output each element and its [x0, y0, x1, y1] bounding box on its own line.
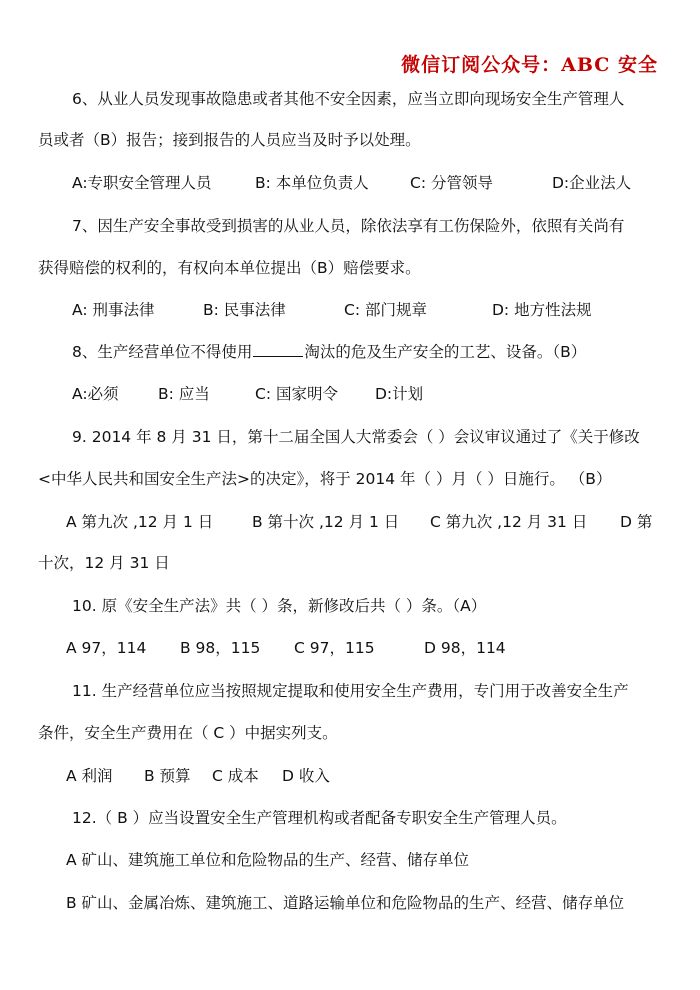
- q8-blank: [253, 342, 303, 357]
- q8-text-post: 淘汰的危及生产安全的工艺、设备。（B）: [304, 343, 587, 361]
- q11-option-a: A 利润: [66, 767, 113, 785]
- q11-line2: 条件，安全生产费用在（ C ）中据实列支。: [38, 724, 338, 742]
- q8-line1: [72, 340, 700, 362]
- q6-option-d: D:企业法人: [552, 174, 632, 192]
- q11-option-d: D 收入: [282, 767, 330, 785]
- q9-option-c: C 第九次 ,12 月 31 日: [430, 513, 588, 531]
- q10-option-a: A 97，114: [66, 639, 147, 657]
- q7-line1: 7、因生产安全事故受到损害的从业人员，除依法享有工伤保险外，依照有关尚有: [72, 217, 625, 235]
- q7-option-a: A: 刑事法律: [72, 301, 155, 319]
- q9-option-d: D 第: [620, 513, 653, 531]
- q9-option-a: A 第九次 ,12 月 1 日: [66, 513, 214, 531]
- q7-option-c: C: 部门规章: [344, 301, 427, 319]
- q10-option-c: C 97，115: [294, 639, 375, 657]
- q6-option-a: A:专职安全管理人员: [72, 174, 212, 192]
- q11-option-c: C 成本: [212, 767, 259, 785]
- q8-option-b: B: 应当: [158, 385, 210, 403]
- q6-option-c: C: 分管领导: [410, 174, 493, 192]
- q9-line4: 十次，12 月 31 日: [38, 554, 170, 572]
- q8-option-d: D:计划: [375, 385, 424, 403]
- q12-option-a: A 矿山、建筑施工单位和危险物品的生产、经营、储存单位: [66, 851, 470, 869]
- q6-line1: 6、从业人员发现事故隐患或者其他不安全因素，应当立即向现场安全生产管理人: [72, 90, 625, 108]
- q8-text-pre: 8、生产经营单位不得使用: [72, 343, 253, 361]
- header-banner: 微信订阅公众号：ABC 安全: [401, 54, 658, 76]
- q11-option-b: B 预算: [144, 767, 191, 785]
- q10-option-d: D 98，114: [424, 639, 506, 657]
- q9-line1: 9. 2014 年 8 月 31 日，第十二届全国人大常委会（ ）会议审议通过了《关于修改: [72, 428, 640, 446]
- q12-line1: 12.（ B ）应当设置安全生产管理机构或者配备专职安全生产管理人员。: [72, 809, 567, 827]
- q8-option-a: A:必须: [72, 385, 119, 403]
- q10-line1: 10. 原《安全生产法》共（ ）条，新修改后共（ ）条。（A）: [72, 597, 487, 615]
- q9-line2: <中华人民共和国安全生产法>的决定》，将于 2014 年（ ）月（ ）日施行。 （B）: [38, 470, 612, 488]
- q6-option-b: B: 本单位负责人: [255, 174, 369, 192]
- q9-option-b: B 第十次 ,12 月 1 日: [252, 513, 400, 531]
- q10-option-b: B 98，115: [180, 639, 261, 657]
- q7-line2: 获得赔偿的权利的，有权向本单位提出（B）赔偿要求。: [38, 259, 421, 277]
- q7-option-d: D: 地方性法规: [492, 301, 592, 319]
- q8-option-c: C: 国家明令: [255, 385, 338, 403]
- q11-line1: 11. 生产经营单位应当按照规定提取和使用安全生产费用，专门用于改善安全生产: [72, 682, 629, 700]
- q7-option-b: B: 民事法律: [203, 301, 286, 319]
- q12-option-b: B 矿山、金属冶炼、建筑施工、道路运输单位和危险物品的生产、经营、储存单位: [66, 894, 625, 912]
- q6-line2: 员或者（B）报告；接到报告的人员应当及时予以处理。: [38, 131, 421, 149]
